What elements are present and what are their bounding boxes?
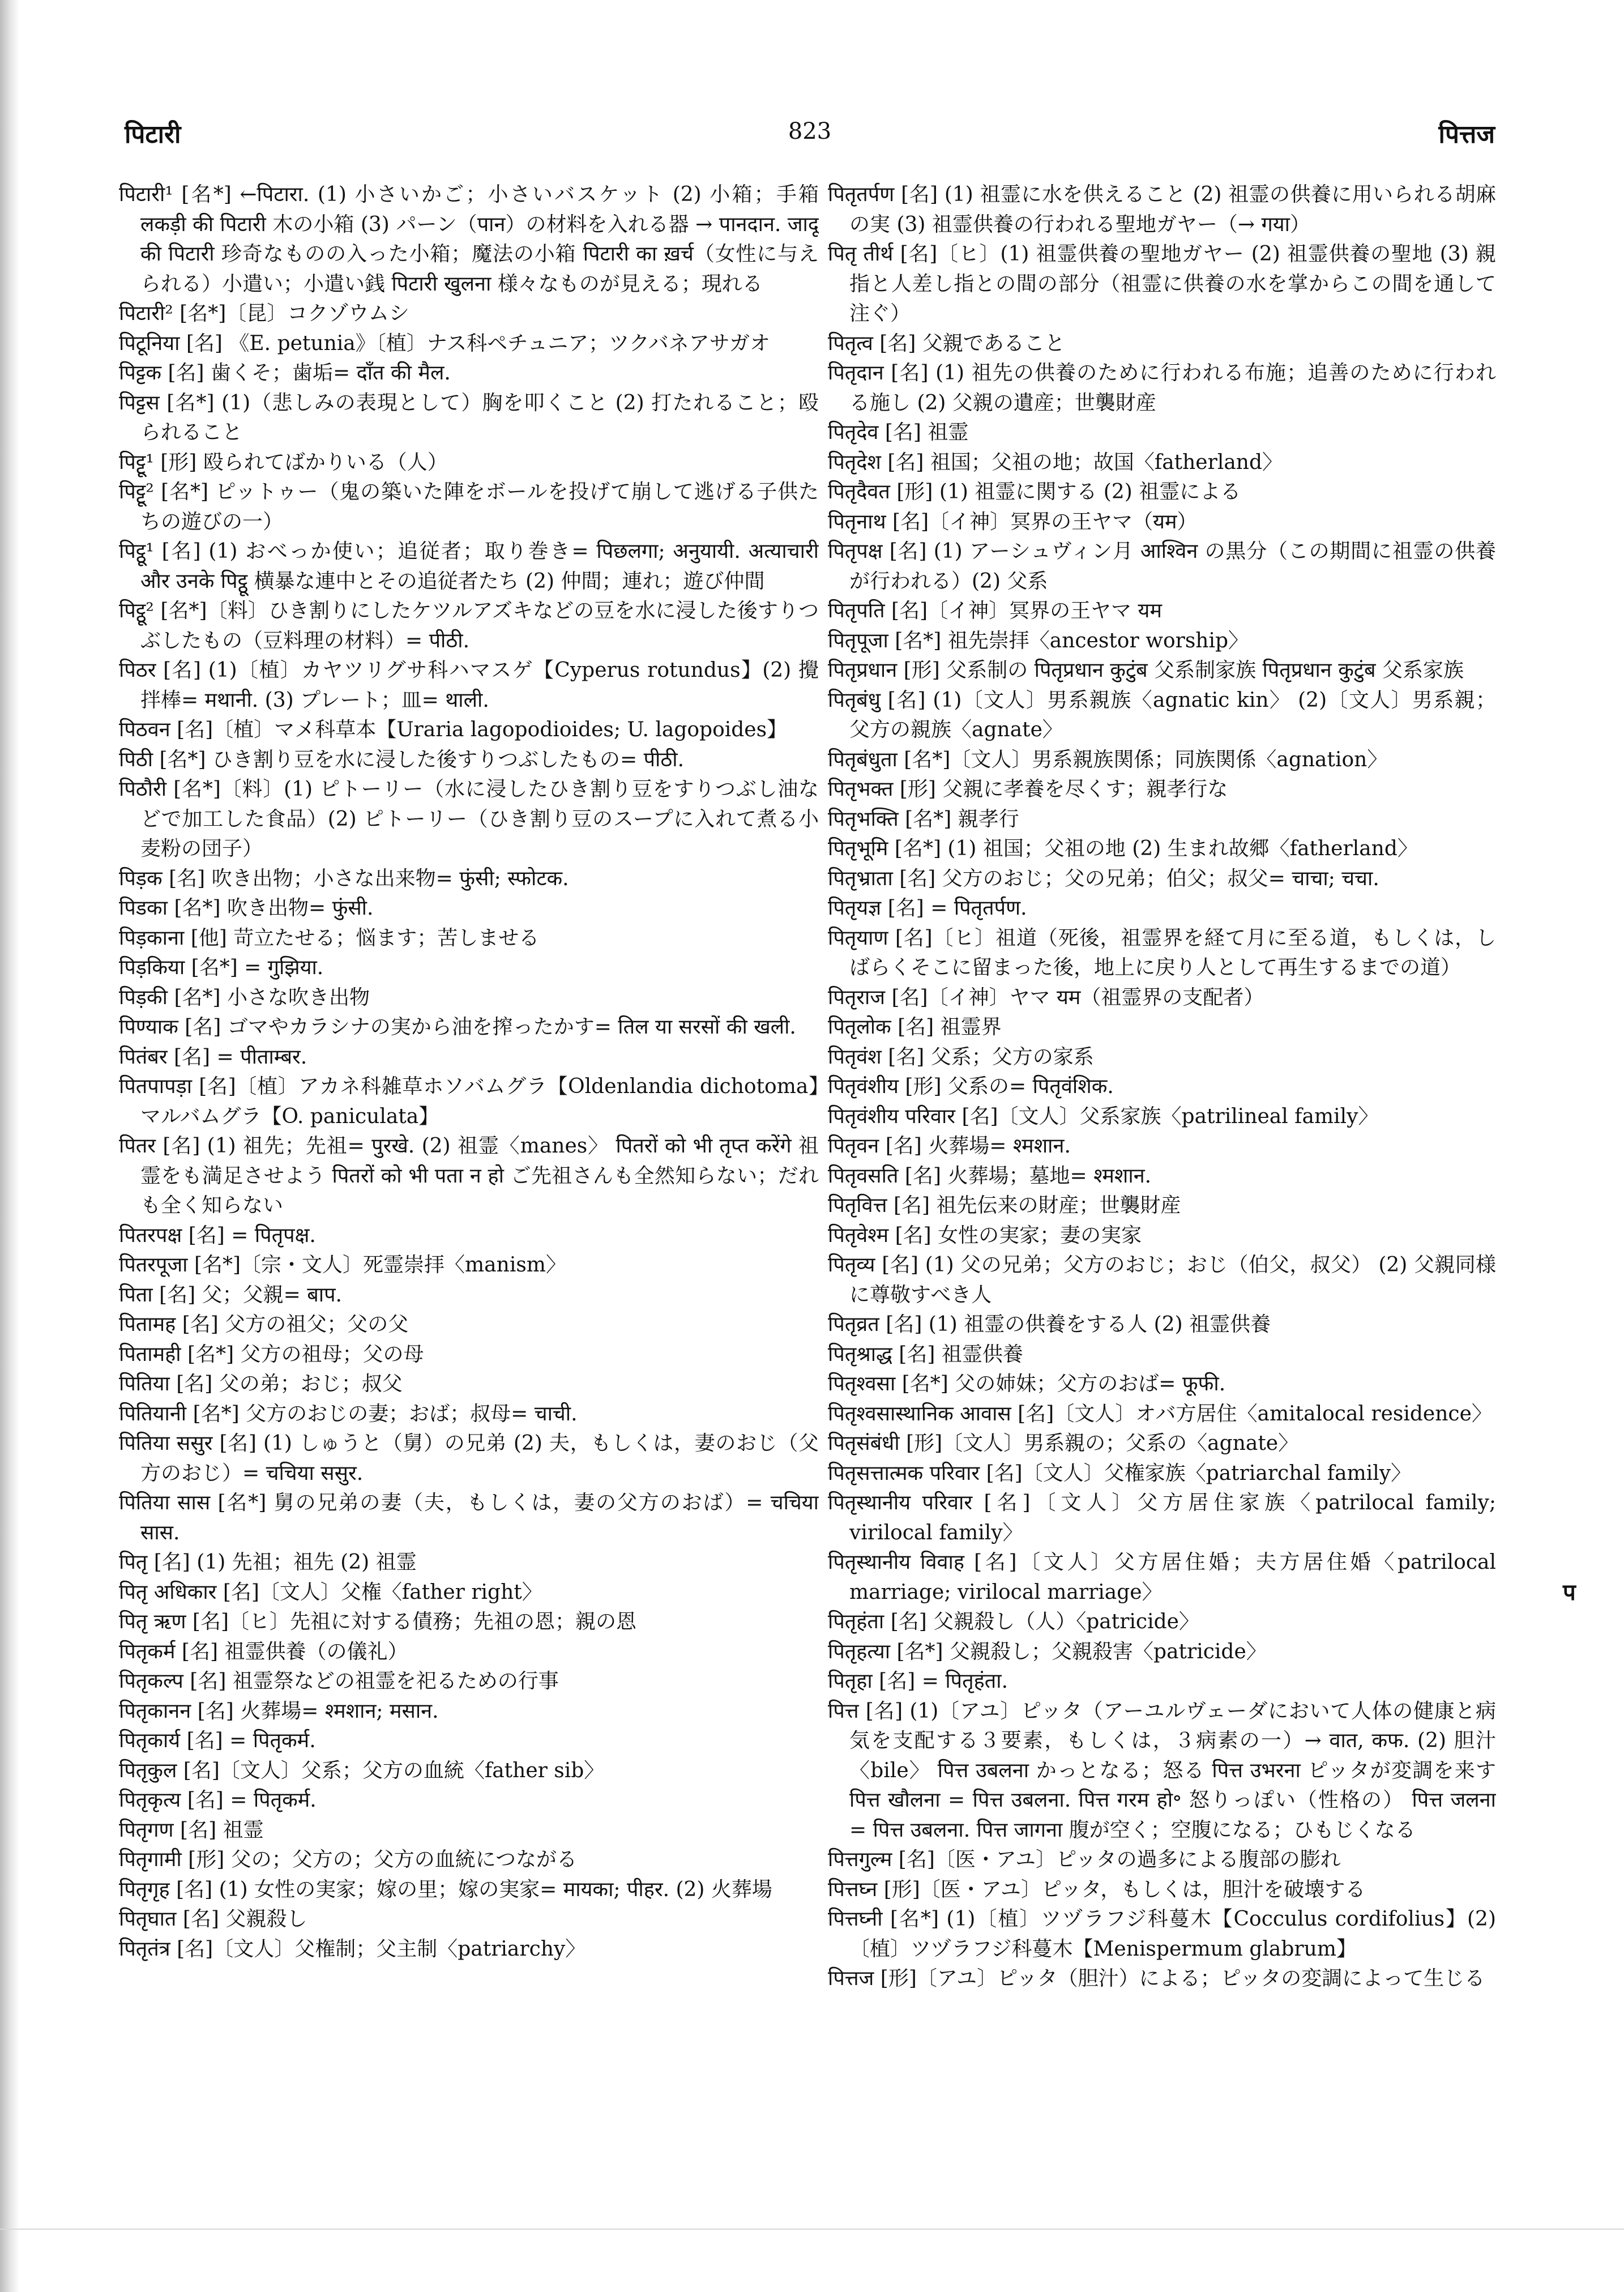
dictionary-entry: पिट्टू¹ [形] 殴られてばかりいる（人） xyxy=(119,450,448,474)
dictionary-entry: पितृप्रधान [形] 父系制の पितृप्रधान कुटुंब 父系制家族 पितृप्रधान कुटुंब 父系家族 xyxy=(828,659,1464,682)
dictionary-entry: पितृतर्पण [名] (1) 祖霊に水を供えること (2) 祖霊の供養に用いられる胡麻の実 (3) 祖霊供養の行われる聖地ガヤー（→ गया） xyxy=(828,183,1496,236)
dictionary-entry: पिट्टक [名] 歯くそ；歯垢= दाँत की मैल. xyxy=(119,361,451,385)
dictionary-entry: पितृ अधिकार [名]〔文人〕父権〈father right〉 xyxy=(119,1580,542,1604)
dictionary-entry: पितरपूजा [名*]〔宗・文人〕死霊崇拝〈manism〉 xyxy=(119,1253,566,1277)
dictionary-entry: पितृवंश [名] 父系；父方の家系 xyxy=(828,1045,1094,1069)
dictionary-entry: पितृदेश [名] 祖国；父祖の地；故国〈fatherland〉 xyxy=(828,450,1283,474)
dictionary-entry: पितिया ससुर [名] (1) しゅうと（舅）の兄弟 (2) 夫，もしくは，妻のおじ（父方のおじ）= चचिया ससुर. xyxy=(119,1432,819,1485)
dictionary-entry: पितृश्राद्ध [名] 祖霊供養 xyxy=(828,1342,1023,1366)
dictionary-entry: पित्तज [形]〔アユ〕ピッタ（胆汁）による；ピッタの変調によって生じる xyxy=(828,1967,1485,1990)
dictionary-entry: पिठवन [名]〔植〕マメ科草本【Uraria lagopodioides; U. lagopoides】 xyxy=(119,718,788,741)
dictionary-entry: पितृश्वसास्थानिक आवास [名]〔文人〕オバ方居住〈amitalocal residence〉 xyxy=(828,1402,1492,1425)
dictionary-entry: पितृसंबंधी [形]〔文人〕男系親の；父系の〈agnate〉 xyxy=(828,1432,1299,1455)
dictionary-entry: पितृभ्राता [名] 父方のおじ；父の兄弟；伯父；叔父= चाचा; चचा. xyxy=(828,867,1379,890)
dictionary-entry: पितृपति [名]〔イ神〕冥界の王ヤマ यम xyxy=(828,599,1162,622)
dictionary-entry: पितृवंशीय [形] 父系の= पितृवंशिक. xyxy=(828,1075,1114,1098)
dictionary-entry: पिठौरी [名*]〔料〕(1) ピトーリー（水に浸したひき割り豆をすりつぶし油などで加工した食品）(2) ピトーリー（ひき割り豆のスープに入れて煮る小麦粉の団子） xyxy=(119,778,819,860)
dictionary-entry: पिड़की [名*] 小さな吹き出物 xyxy=(119,985,370,1009)
scan-edge xyxy=(0,0,19,2292)
dictionary-entry: पितृवंशीय परिवार [名]〔文人〕父系家族〈patrilineal family〉 xyxy=(828,1104,1379,1128)
dictionary-entry: पिटारी¹ [名*] ←पिटारा. (1) 小さいかご；小さいバスケット (2) 小箱；手箱 लकड़ी की पिटारी 木の小箱 (3) パーン（पान）の材料を入れる器 → पानदान. जादू की पिटारी 珍奇なものの入った小箱；魔法の小箱 पिटारी का ख़र्च（女性に与えられる）小遣い；小遣い銭 पिटारी खुलना 様々なものが見える；現れる xyxy=(119,183,819,296)
right-column xyxy=(828,180,1496,2230)
dictionary-entry: पितृपूजा [名*] 祖先崇拝〈ancestor worship〉 xyxy=(828,629,1249,652)
dictionary-entry: पिठी [名*] ひき割り豆を水に浸した後すりつぶしたもの= पीठी. xyxy=(119,748,685,771)
dictionary-entry: पितामही [名*] 父方の祖母；父の母 xyxy=(119,1342,424,1366)
dictionary-entry: पितृदैवत [形] (1) 祖霊に関する (2) 祖霊による xyxy=(828,480,1241,503)
dictionary-entry: पिण्याक [名] ゴマやカラシナの実から油を搾ったかす= तिल या सरसों की खली. xyxy=(119,1015,796,1039)
dictionary-entry: पितृ तीर्थ [名]〔ヒ〕(1) 祖霊供養の聖地ガヤー (2) 祖霊供養の聖地 (3) 親指と人差し指との間の部分（祖霊に供養の水を掌からこの間を通して注ぐ） xyxy=(828,242,1496,325)
dictionary-entry: पितर [名] (1) 祖先；先祖= पुरखे. (2) 祖霊〈manes〉 पितरों को भी तृप्त करेंगे 祖霊をも満足させよう पितरों को भी पता न हो ご先祖さんも全然知らない；だれも全く知らない xyxy=(119,1134,819,1217)
left-column xyxy=(119,180,819,2230)
dictionary-entry: पितृवसति [名] 火葬場；墓地= श्मशान. xyxy=(828,1164,1152,1188)
dictionary-entry: पितृपक्ष [名] (1) アーシュヴィン月 आश्विन の黒分（この期間に祖霊の供養が行われる）(2) 父系 xyxy=(828,540,1496,593)
dictionary-entry: पितृराज [名]〔イ神〕ヤマ यम（祖霊界の支配者） xyxy=(828,985,1264,1009)
dictionary-entry: पितृकर्म [名] 祖霊供養（の儀礼） xyxy=(119,1640,408,1663)
dictionary-entry: पितृहंता [名] 父親殺し（人）〈patricide〉 xyxy=(828,1610,1199,1633)
dictionary-entry: पिड़किया [名*] = गुझिया. xyxy=(119,956,324,979)
dictionary-entry: पितिया सास [名*] 舅の兄弟の妻（夫，もしくは，妻の父方のおば）= चचिया सास. xyxy=(119,1491,819,1544)
dictionary-entry: पितृलोक [名] 祖霊界 xyxy=(828,1015,1002,1039)
dictionary-entry: पितृस्थानीय परिवार [名]〔文人〕父方居住家族〈patrilocal family; virilocal family〉 xyxy=(828,1491,1496,1544)
dictionary-entry: पितृदान [名] (1) 祖先の供養のために行われる布施；追善のために行われる施し (2) 父親の遺産；世襲財産 xyxy=(828,361,1496,415)
dictionary-entry: पितृभक्त [形] 父親に孝養を尽くす；親孝行な xyxy=(828,778,1228,801)
dictionary-entry: पितृकृत्य [名] = पितृकर्म. xyxy=(119,1789,317,1812)
dictionary-entry: पितृहत्या [名*] 父親殺し；父親殺害〈patricide〉 xyxy=(828,1640,1267,1663)
dictionary-entry: पितृवन [名] 火葬場= श्मशान. xyxy=(828,1134,1071,1158)
bottom-scan-line xyxy=(0,2229,1624,2230)
dictionary-entry: पितृव्रत [名] (1) 祖霊の供養をする人 (2) 祖霊供養 xyxy=(828,1313,1271,1336)
dictionary-entry: पित्तघ्नी [名*] (1)〔植〕ツヅラフジ科蔓木【Cocculus cordifolius】(2)〔植〕ツヅラフジ科蔓木【Menispermum glabrum】 xyxy=(828,1907,1496,1961)
dictionary-entry: पितृसत्तात्मक परिवार [名]〔文人〕父権家族〈patriarchal family〉 xyxy=(828,1461,1412,1485)
dictionary-entry: पिट्ठू² [名*]〔料〕ひき割りにしたケツルアズキなどの豆を水に浸した後すりつぶしたもの（豆料理の材料）= पीठी. xyxy=(119,599,819,652)
dictionary-entry: पितृत्व [名] 父親であること xyxy=(828,331,1065,355)
dictionary-entry: पितृवित्त [名] 祖先伝来の財産；世襲財産 xyxy=(828,1194,1181,1217)
dictionary-entry: पितृ [名] (1) 先祖；祖先 (2) 祖霊 xyxy=(119,1551,417,1574)
dictionary-entry: पितृयाण [名]〔ヒ〕祖道（死後，祖霊界を経て月に至る道，もしくは，しばらくそこに留まった後，地上に戻り人として再生するまでの道） xyxy=(828,926,1496,979)
dictionary-entry: पितृनाथ [名]〔イ神〕冥界の王ヤマ（यम） xyxy=(828,510,1198,533)
dictionary-entry: पितृयज्ञ [名] = पितृतर्पण. xyxy=(828,897,1027,920)
dictionary-entry: पितृगण [名] 祖霊 xyxy=(119,1818,264,1842)
dictionary-entry: पितंबर [名] = पीताम्बर. xyxy=(119,1045,307,1069)
dictionary-entry: पितृबंधुता [名*]〔文人〕男系親族関係；同族関係〈agnation〉 xyxy=(828,748,1388,771)
dictionary-entry: पिडका [名*] 吹き出物= फुंसी. xyxy=(119,897,374,920)
left-running-headword: पिटारी xyxy=(125,120,181,149)
dictionary-entry: पिट्ठू¹ [名] (1) おべっか使い；追従者；取り巻き= पिछलगा; अनुयायी. अत्याचारी और उनके पिट्ठू 横暴な連中とその追従者たち (2) 仲間；連れ；遊び仲間 xyxy=(119,540,819,593)
dictionary-entry: पितृकार्य [名] = पितृकर्म. xyxy=(119,1729,316,1752)
page-header xyxy=(119,116,1501,161)
dictionary-entry: पितृदेव [名] 祖霊 xyxy=(828,421,969,444)
dictionary-entry: पितियानी [名*] 父方のおじの妻；おば；叔母= चाची. xyxy=(119,1402,578,1425)
dictionary-entry: पिटारी² [名*]〔昆〕コクゾウムシ xyxy=(119,302,409,325)
dictionary-entry: पितृभक्ति [名*] 親孝行 xyxy=(828,807,1019,831)
page-number: 823 xyxy=(788,118,832,144)
dictionary-entry: पिड़क [名] 吹き出物；小さな出来物= फुंसी; स्फोटक. xyxy=(119,867,569,890)
dictionary-entry: पिट्टस [名*] (1)（悲しみの表現として）胸を叩くこと (2) 打たれること；殴られること xyxy=(119,391,819,444)
dictionary-entry: पितृगामी [形] 父の；父方の；父方の血統につながる xyxy=(119,1848,577,1871)
dictionary-entry: पिठर [名] (1)〔植〕カヤツリグサ科ハマスゲ【Cyperus rotundus】(2) 攪拌棒= मथानी. (3) プレート；皿= थाली. xyxy=(119,659,819,712)
dictionary-entry: पिट्टू² [名*] ピットゥー（鬼の築いた陣をボールを投げて崩して逃げる子供たちの遊びの一） xyxy=(119,480,819,533)
dictionary-entry: पितृस्थानीय विवाह [名]〔文人〕父方居住婚；夫方居住婚〈patrilocal marriage; virilocal marriage〉 xyxy=(828,1551,1496,1604)
dictionary-entry: पिड़काना [他] 苛立たせる；悩ます；苦しませる xyxy=(119,926,540,950)
dictionary-entry: पितृभूमि [名*] (1) 祖国；父祖の地 (2) 生まれ故郷〈fatherland〉 xyxy=(828,837,1418,860)
dictionary-entry: पित्त [名] (1)〔アユ〕ピッタ（アーユルヴェーダにおいて人体の健康と病気を支配する３要素，もしくは，３病素の一）→ वात, कफ. (2) 胆汁〈bile〉 पित्त उबलना かっとなる；怒る पित्त उभरना ピッタが変調を来す पित्त खौलना = पित्त उबलना. पित्त गरम हो॰ 怒りっぽい（性格の） पित्त जलना = पित्त उबलना. पित्त जागना 腹が空く；空腹になる；ひもじくなる xyxy=(828,1699,1496,1842)
dictionary-entry: पितृगृह [名] (1) 女性の実家；嫁の里；嫁の実家= मायका; पीहर. (2) 火葬場 xyxy=(119,1877,772,1901)
right-running-headword: पित्तज xyxy=(1438,120,1495,149)
dictionary-entry: पितृबंधु [名] (1)〔文人〕男系親族〈agnatic kin〉 (2)〔文人〕男系親；父方の親族〈agnate〉 xyxy=(828,688,1496,741)
dictionary-entry: पितामह [名] 父方の祖父；父の父 xyxy=(119,1313,409,1336)
thumb-index-letter: प xyxy=(1563,1579,1576,1606)
dictionary-entry: पितृकानन [名] 火葬場= श्मशान; मसान. xyxy=(119,1699,439,1723)
dictionary-entry: पितृतंत्र [名]〔文人〕父権制；父主制〈patriarchy〉 xyxy=(119,1937,586,1961)
dictionary-entry: पिटूनिया [名] 《E. petunia》〔植〕ナス科ペチュニア；ツクバネアサガオ xyxy=(119,331,770,355)
dictionary-entry: पितृकुल [名]〔文人〕父系；父方の血統〈father sib〉 xyxy=(119,1759,605,1782)
dictionary-entry: पितपापड़ा [名]〔植〕アカネ科雑草ホソバムグラ【Oldenlandia dichotoma】マルバムグラ【O. paniculata】 xyxy=(119,1075,819,1128)
dictionary-entry: पितृ ऋण [名]〔ヒ〕先祖に対する債務；先祖の恩；親の恩 xyxy=(119,1610,637,1633)
dictionary-entry: पित्तघ्न [形]〔医・アユ〕ピッタ，もしくは，胆汁を破壊する xyxy=(828,1877,1366,1901)
dictionary-entry: पितृघात [名] 父親殺し xyxy=(119,1907,307,1931)
dictionary-entry: पितृहा [名] = पितृहंता. xyxy=(828,1670,1008,1693)
dictionary-entry: पित्तगुल्म [名]〔医・アユ〕ピッタの過多による腹部の膨れ xyxy=(828,1848,1341,1871)
dictionary-entry: पितृव्य [名] (1) 父の兄弟；父方のおじ；おじ（伯父，叔父） (2) 父親同様に尊敬すべき人 xyxy=(828,1253,1496,1307)
dictionary-entry: पितृकल्प [名] 祖霊祭などの祖霊を祀るための行事 xyxy=(119,1670,559,1693)
dictionary-entry: पितिया [名] 父の弟；おじ；叔父 xyxy=(119,1372,403,1395)
dictionary-entry: पिता [名] 父；父親= बाप. xyxy=(119,1283,342,1307)
dictionary-entry: पितृश्वसा [名*] 父の姉妹；父方のおば= फूफी. xyxy=(828,1372,1226,1395)
dictionary-entry: पितृवेश्म [名] 女性の実家；妻の実家 xyxy=(828,1223,1142,1247)
dictionary-entry: पितरपक्ष [名] = पितृपक्ष. xyxy=(119,1223,316,1247)
